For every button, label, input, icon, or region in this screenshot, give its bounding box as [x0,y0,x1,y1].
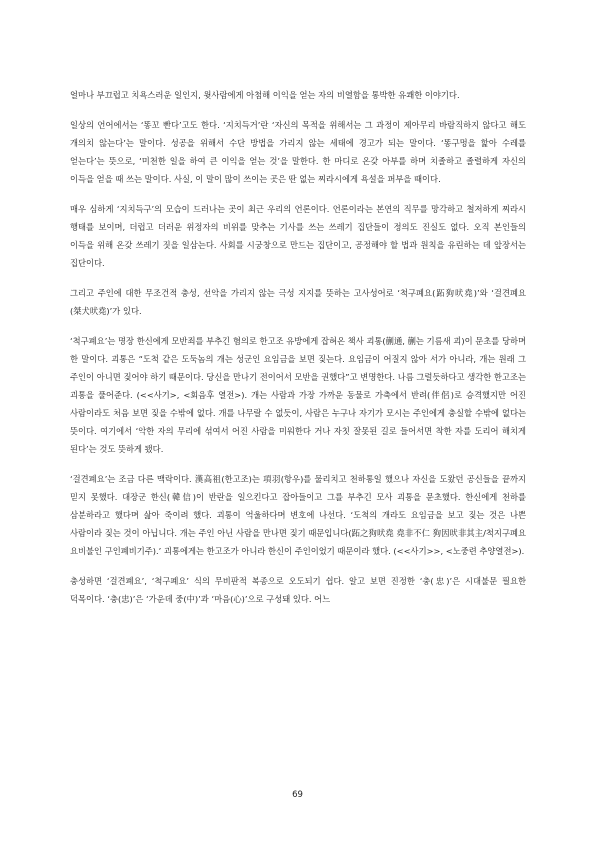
paragraph-4: 그리고 주인에 대한 무조건적 충성, 선악을 가리지 않는 극성 지지를 뜻하는 고사성어로 ‘척구폐요(跖狗吠堯)’와 ‘걸견폐요(桀犬吠堯)’가 있다. [70,288,526,316]
paragraph-5: ‘척구폐요’는 명장 한신에게 모반죄를 부추긴 혐의로 한고조 유방에게 잡혀온 책사 괴통(蒯通, 蒯는 기름새 괴)이 문초를 당하며 한 말이다. 괴통은 “도척 같은 도둑놈의 개는 성군인 요임금을 보면 짖는다. 요임금이 어질지 않아 서가 아니라, 개는 원래 그 주인이 아니면 짖어야 하기 때문이다. 당신을 만나기 전이어서 모반을 권했다”고 변명한다. 나름 그럴듯하다고 생각한 한고조는 괴통을 풀어준다. (<<사기>, <회음후 열전>). 개는 사람과 가장 가까운 동물로 가축에서 반려(伴侶)로 승격했지만 어진 사람이라도 처음 보면 짖을 수밖에 없다. 개를 나무랄 수 없듯이, 사람은 누구나 자기가 모시는 주인에게 충실할 수밖에 없다는 뜻이다. 여기에서 ‘악한 자의 무리에 섞여서 어진 사람을 미워한다 거나 자칫 잘못된 길로 들어서면 착한 자를 도리어 해치게 된다’는 것도 뜻하게 됐다. [70,336,526,454]
page-number: 69 [292,790,303,800]
paragraph-2: 일상의 언어에서는 ‘똥꼬 빤다’고도 한다. ‘지치득거’란 ‘자신의 목적을 위해서는 그 과정이 제아무리 바람직하지 않다고 해도 개의치 않는다’는 말이다. 성공을 위해서 수단 방법을 가리지 않는 세태에 경고가 되는 말이다. ‘똥구멍을 핥아 수레를 얻는다’는 뜻으로, ‘미천한 일을 하여 큰 이익을 얻는 것’을 말한다. 한 마디로 온갖 아부를 하며 치졸하고 졸렬하게 자신의 이득을 얻을 때 쓰는 말이다. 사실, 이 말이 많이 쓰이는 곳은 딴 없는 찌라시에게 욕설을 퍼부을 때이다. [70,120,526,184]
paragraph-3: 매우 심하게 ‘지치득구’의 모습이 드러나는 곳이 최근 우리의 언론이다. 언론이라는 본연의 직무를 망각하고 철저하게 찌라시 행태를 보이며, 더럽고 더러운 위정자의 비위를 맞추는 기사를 쓰는 쓰레기 집단들이 정의도 진실도 없다. 오직 본인들의 이득을 위해 온갖 쓰레기 짓을 일삼는다. 사회를 시궁창으로 만드는 집단이고, 공정해야 할 법과 원칙을 유린하는 데 앞장서는 집단이다. [70,204,526,268]
paragraph-6: ‘걸견폐요’는 조금 다른 맥락이다. 漢高祖(한고조)는 項羽(항우)를 물리치고 천하통일 했으나 자신을 도왔던 공신들을 끝까지 믿지 못했다. 대장군 한신(韓信)이 반란을 일으킨다고 잡아들이고 그를 부추긴 모사 괴통을 문초했다. 한신에게 천하를 삼분하라고 했다며 삶아 죽이려 했다. 괴통이 억울하다며 변호에 나선다. ‘도척의 개라도 요임금을 보고 짖는 것은 나쁜 사람이라 짖는 것이 아닙니다. 개는 주인 아닌 사람을 만나면 짖기 때문입니다(跖之狗吠堯 堯非不仁 狗因吠非其主/척지구폐요 요비불인 구인폐비기주).’ 괴통에게는 한고조가 아니라 한신이 주인이었기 때문이라 했다. (<<사기>>, <노중련 추양열전>). [70,474,526,556]
paragraph-7: 충성하면 ‘걸견폐요’, ‘척구폐요’ 식의 무비판적 복종으로 오도되기 쉽다. 알고 보면 진정한 ‘충(忠)’은 시대불문 필요한 덕목이다. ‘충(忠)’은 ‘가운데 중(中)’과 ‘마음(心)’으로 구성돼 있다. 어느 [70,576,526,604]
body-text [70,86,526,620]
paragraph-1: 얼마나 부끄럽고 치욕스러운 일인지, 윗사람에게 아첨해 이익을 얻는 자의 비열함을 통박한 유쾌한 이야기다. [70,90,460,100]
